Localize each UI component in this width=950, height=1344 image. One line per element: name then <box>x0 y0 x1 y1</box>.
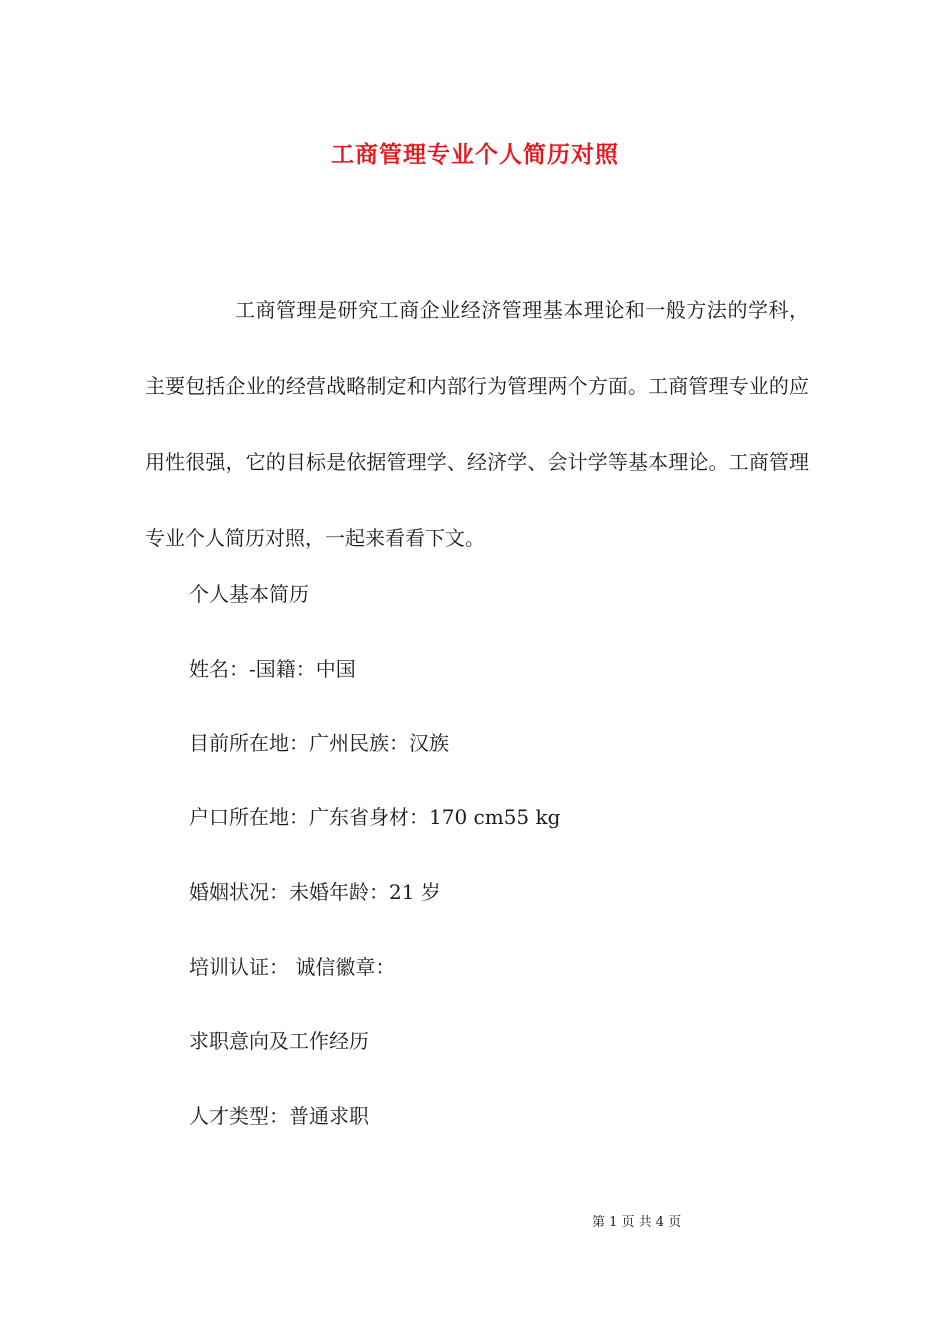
resume-line-name-nationality: 姓名：-国籍：中国 <box>189 657 356 681</box>
document-title: 工商管理专业个人简历对照 <box>331 141 619 168</box>
section-heading-job-intention: 求职意向及工作经历 <box>189 1029 369 1053</box>
resume-line-talent-type: 人才类型：普通求职 <box>189 1104 369 1128</box>
resume-line-certification: 培训认证： 诚信徽章： <box>189 955 396 979</box>
resume-line-location-ethnicity: 目前所在地：广州民族：汉族 <box>189 731 449 755</box>
page-number-footer: 第 1 页 共 4 页 <box>592 1215 682 1230</box>
intro-paragraph: 工商管理是研究工商企业经济管理基本理论和一般方法的学科，主要包括企业的经营战略制定和内部行为管理两个方面。工商管理专业的应用性很强，它的目标是依据管理学、经济学、会计学等基本理论。工商管理专业个人简历对照，一起来看看下文。 <box>145 298 809 550</box>
resume-line-marital-age: 婚姻状况：未婚年龄：21 岁 <box>189 880 441 904</box>
resume-line-hukou-body: 户口所在地：广东省身材：170 cm55 kg <box>189 805 561 829</box>
section-heading-basic-resume: 个人基本简历 <box>189 582 309 606</box>
